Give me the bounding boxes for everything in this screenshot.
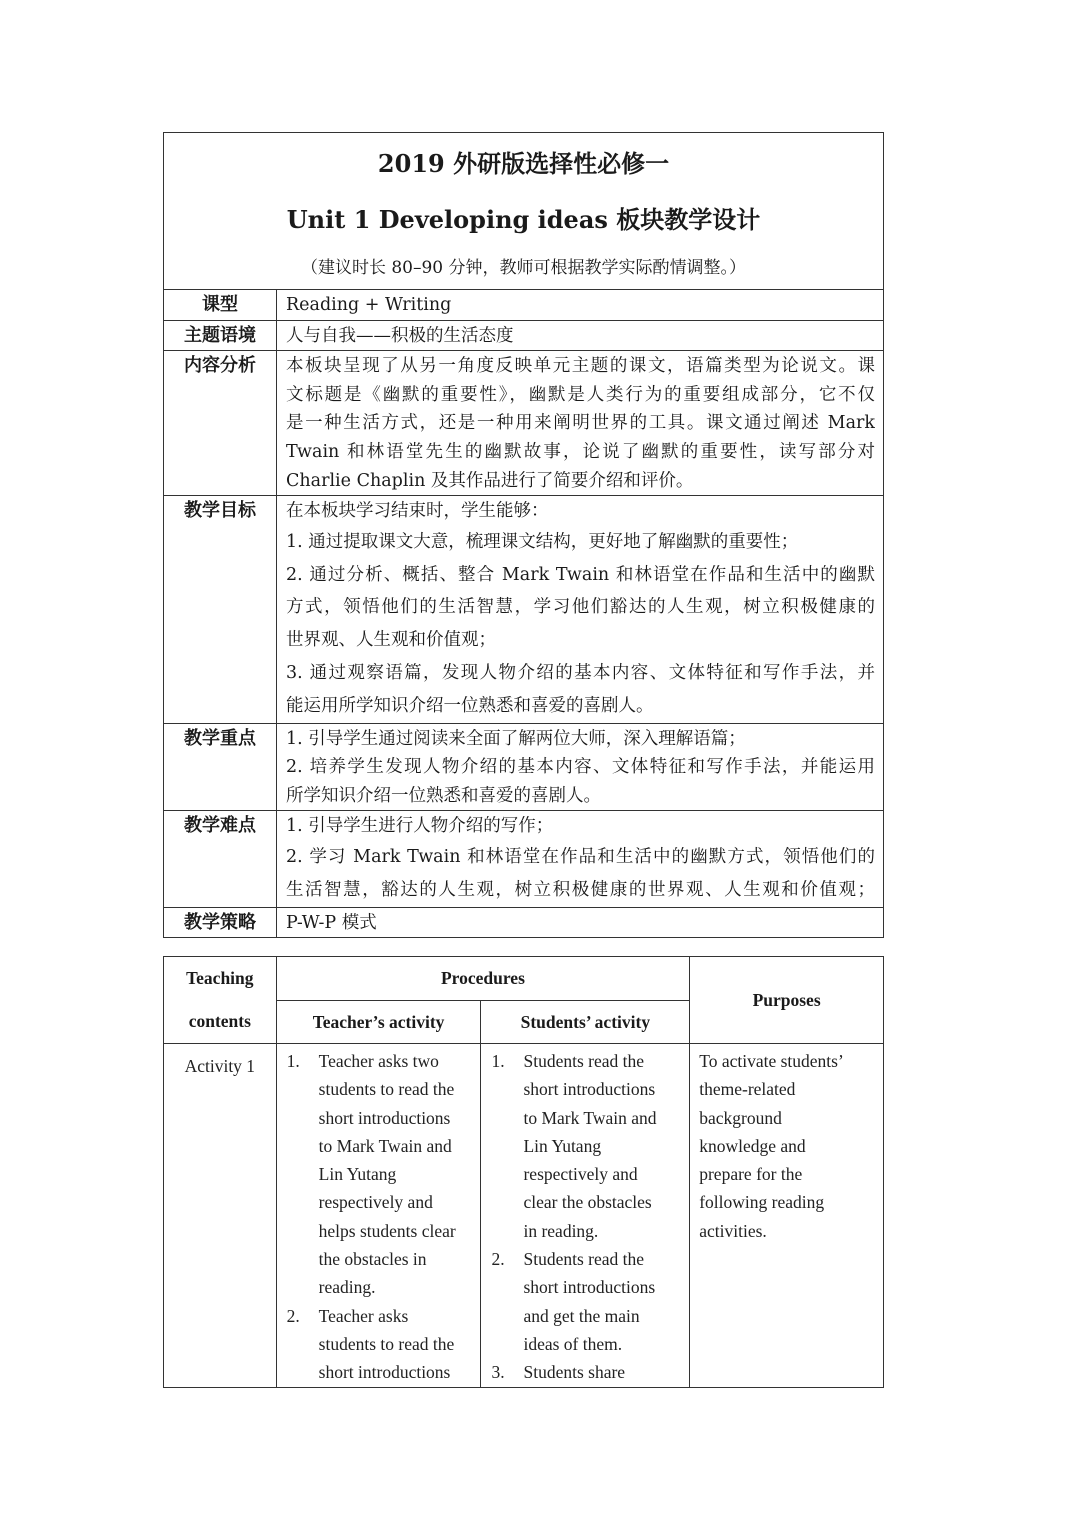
strategy-value: P-W-P 模式 — [277, 907, 884, 938]
procedures-table — [163, 956, 884, 1388]
purpose-text: To activate students’ theme-related background knowledge and prepare for the following reading activities. — [690, 1044, 884, 1388]
lesson-info-table — [163, 132, 884, 938]
teaching-contents-header: Teaching contents — [164, 957, 277, 1044]
theme-value: 人与自我——积极的生活态度 — [277, 320, 884, 351]
theme-label: 主题语境 — [164, 320, 277, 351]
course-type-value: Reading + Writing — [277, 290, 884, 321]
teacher-activity-header: Teacher’s activity — [276, 1001, 481, 1044]
document-title: 2019 外研版选择性必修一 — [377, 149, 670, 178]
list-item: 1. Students read the short introductions to Mark Twain and Lin Yutang respectively and clear the obstacles in reading. — [491, 1051, 657, 1241]
purposes-header: Purposes — [690, 957, 884, 1044]
list-item: 2. Students read the short introductions and get the main ideas of them. — [491, 1249, 656, 1354]
duration-note: （建议时长 80–90 分钟，教师可根据教学实际酌情调整。） — [300, 258, 747, 278]
activity-label: Activity 1 — [164, 1044, 277, 1388]
list-item: 3. Students share — [491, 1362, 626, 1383]
procedures-header: Procedures — [276, 957, 690, 1001]
key-points-label: 教学重点 — [164, 723, 277, 811]
title-cell — [164, 133, 884, 290]
student-steps — [481, 1044, 690, 1388]
content-analysis-label: 内容分析 — [164, 351, 277, 496]
list-item: 1. Teacher asks two students to read the short introductions to Mark Twain and Lin Yutang respectively and helps students clear the obstacles in reading. — [286, 1051, 456, 1298]
list-item: 2. Teacher asks students to read the short introductions — [286, 1305, 455, 1383]
content-analysis-text: 本板块呈现了从另一角度反映单元主题的课文，语篇类型为论说文。课 文标题是《幽默的重要性》，幽默是人类行为的重要组成部分，它不仅 是一种生活方式，还是一种用来阐明世界的工具。课文通过阐述 Mark Twain 和林语堂先生的幽默故事，论说了幽默的重要性，读写部分对 Charlie Chaplin 及其作品进行了简要介绍和评价。 — [277, 351, 884, 496]
key-points-text: 1. 引导学生通过阅读来全面了解两位大师，深入理解语篇； 2. 培养学生发现人物介绍的基本内容、文体特征和写作手法，并能运用 所学知识介绍一位熟悉和喜爱的喜剧人。 — [277, 723, 884, 811]
objectives-label: 教学目标 — [164, 496, 277, 723]
document-subtitle: Unit 1 Developing ideas 板块教学设计 — [286, 205, 761, 234]
teacher-steps — [276, 1044, 481, 1388]
objectives-text: 在本板块学习结束时，学生能够： 1. 通过提取课文大意，梳理课文结构，更好地了解幽默的重要性； 2. 通过分析、概括、整合 Mark Twain 和林语堂在作品和生活中的幽默 方式，领悟他们的生活智慧，学习他们豁达的人生观，树立积极健康的 世界观、人生观和价值观； 3. 通过观察语篇，发现人物介绍的基本内容、文体特征和写作手法，并 能运用所学知识介绍一位熟悉和喜爱的喜剧人。 — [277, 496, 884, 723]
strategy-label: 教学策略 — [164, 907, 277, 938]
students-activity-header: Students’ activity — [481, 1001, 690, 1044]
course-type-label: 课型 — [164, 290, 277, 321]
difficulties-label: 教学难点 — [164, 811, 277, 907]
difficulties-text: 1. 引导学生进行人物介绍的写作； 2. 学习 Mark Twain 和林语堂在作品和生活中的幽默方式，领悟他们的 生活智慧，豁达的人生观，树立积极健康的世界观、人生观和价值观； — [277, 811, 884, 907]
